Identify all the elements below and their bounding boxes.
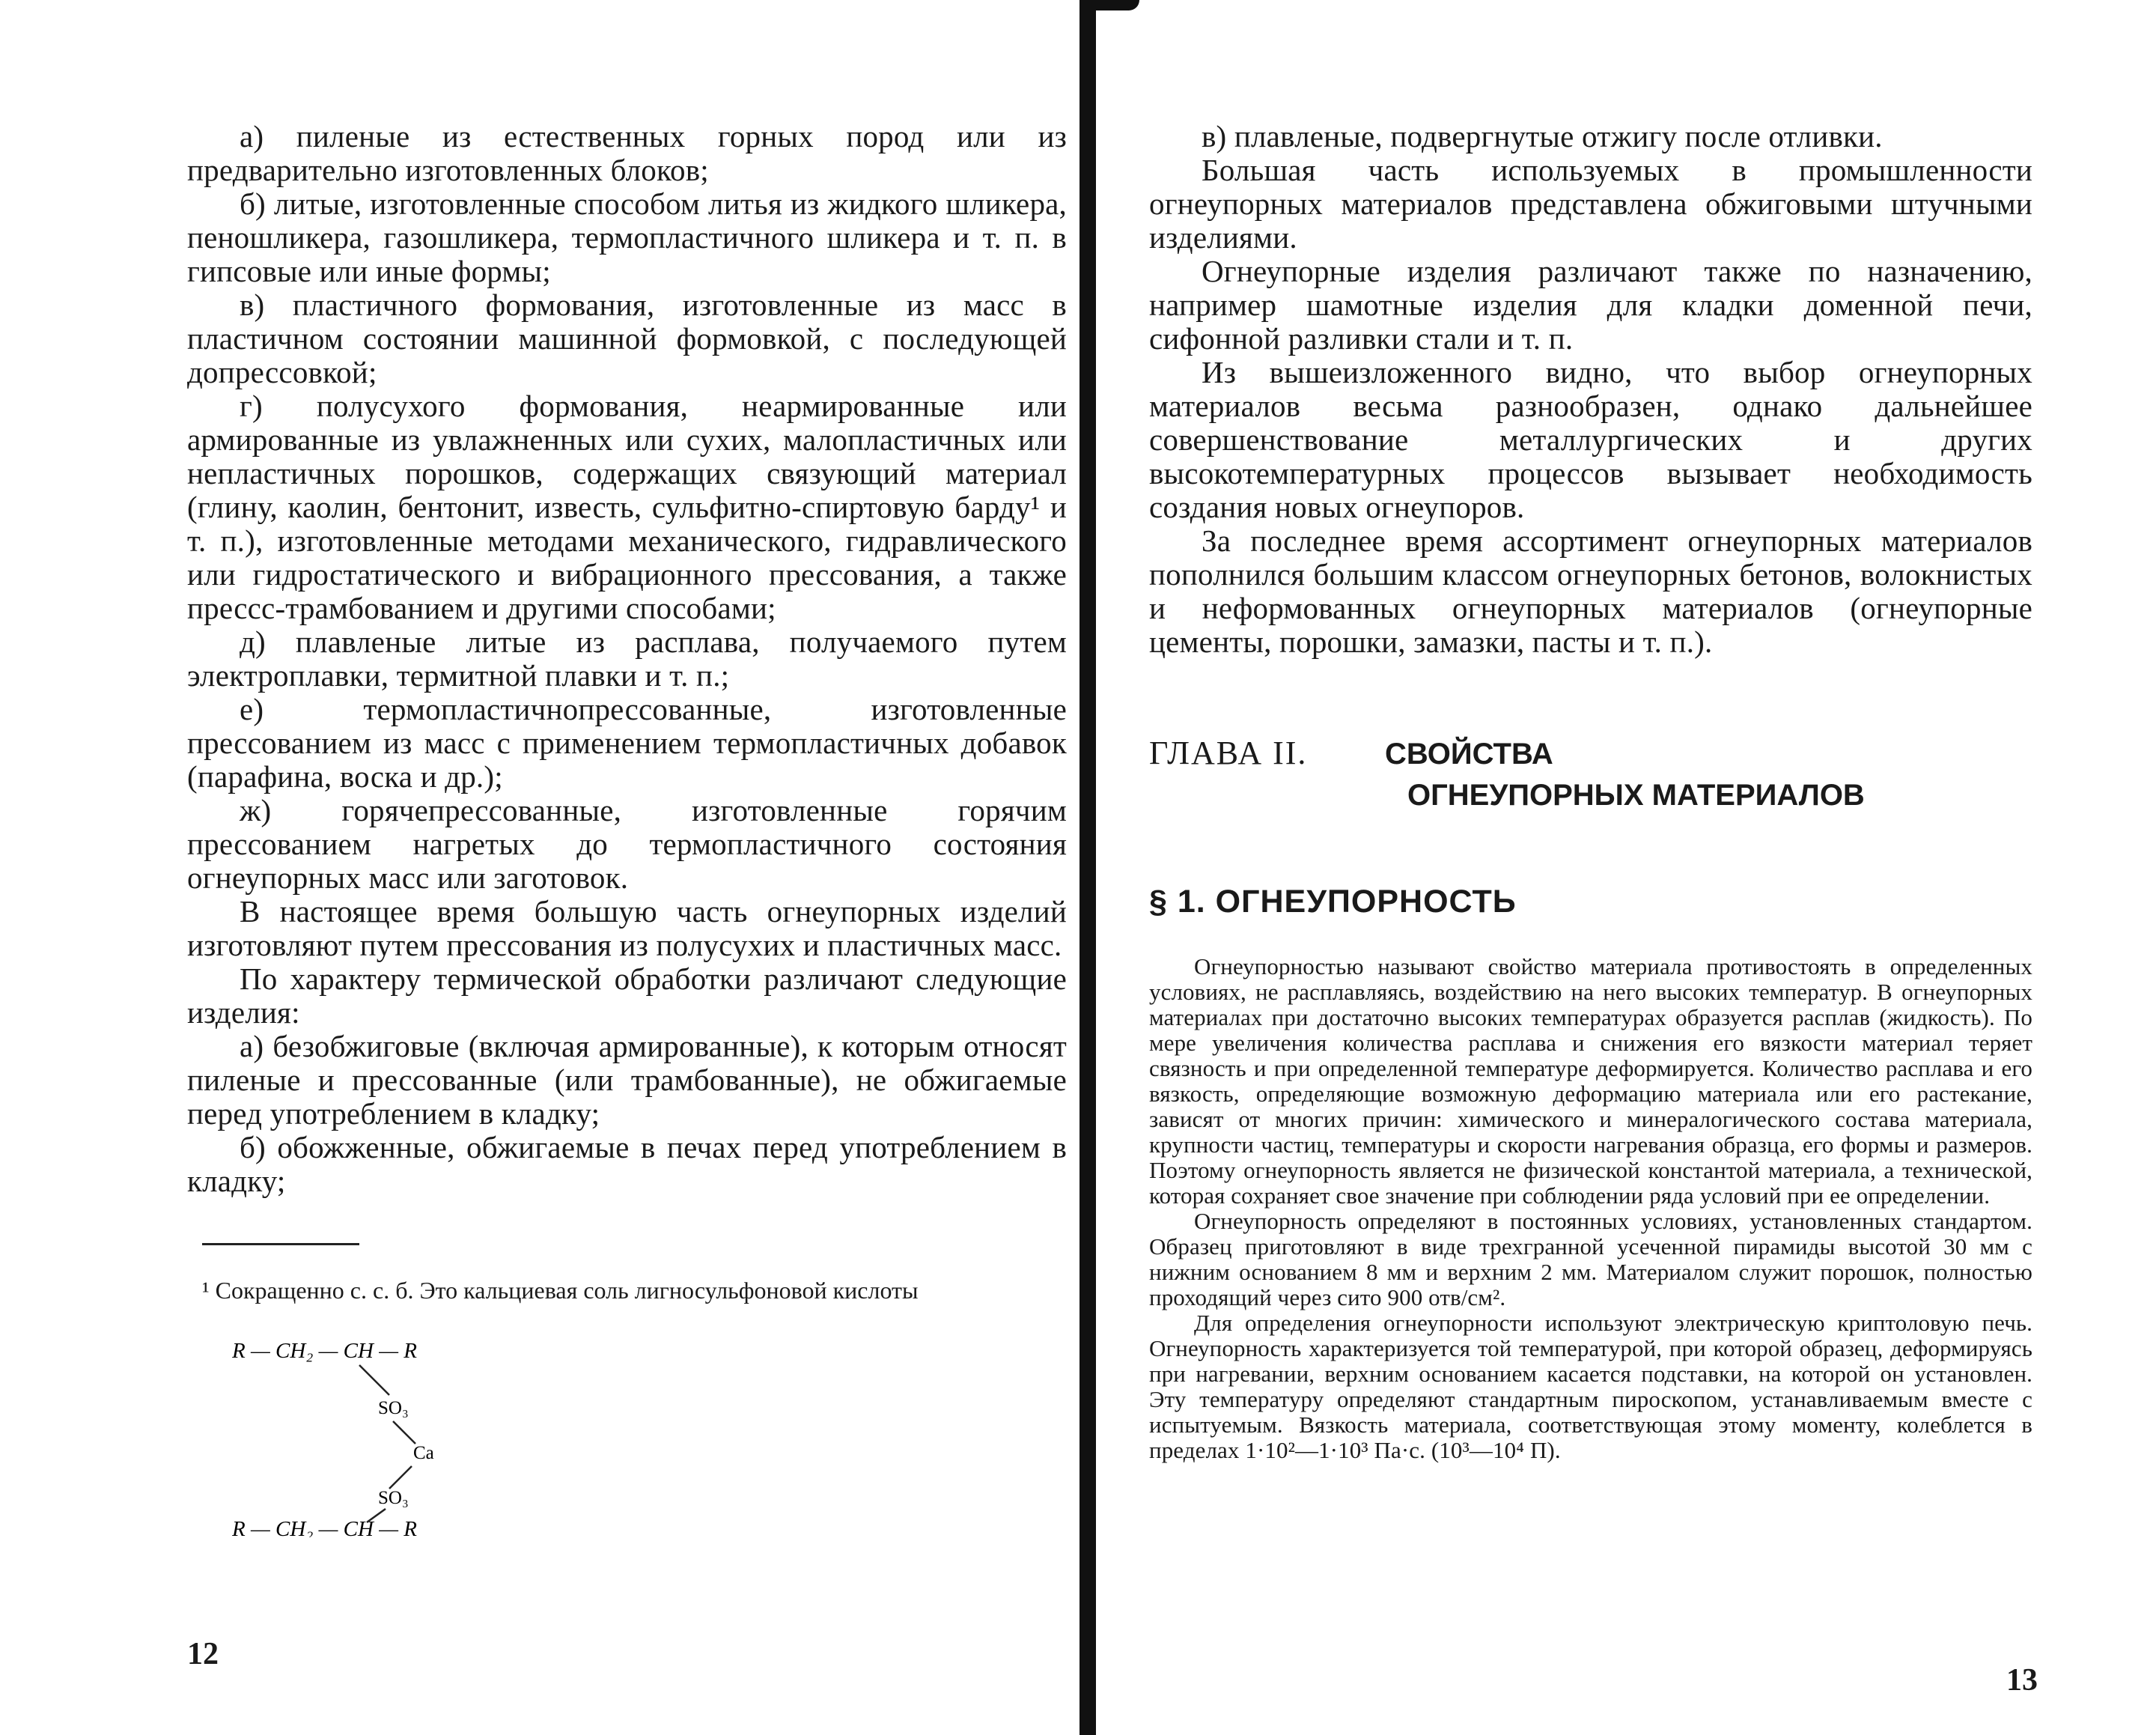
book-gutter bbox=[1079, 0, 1096, 1735]
paragraph: Огнеупорностью называют свойство материала противостоять в определенных условиях, не расплавляясь, воздействию на него высоких температур. В огнеупорных материалах при достаточно высоких температурах образуется расплав (жидкость). По мере увеличения количества расплава и снижения его вязкости материал теряет связность и при определенной температуре деформируется. Количество расплава и его вязкость, определяющие возможную деформацию материала или его растекание, зависят от многих причин: химического и минералогического состава материала, крупности частиц, температуры и скорости нагревания образца, его формы и размеров. Поэтому огнеупорность является не физической константой материала, а технической, которая сохраняет свое значение при соблюдении ряда условий при ее определении. bbox=[1149, 953, 2032, 1209]
paragraph: ж) горячепрессованные, изготовленные горячим прессованием нагретых до термопластичного состояния огнеупорных масс или заготовок. bbox=[187, 793, 1067, 895]
paragraph: За последнее время ассортимент огнеупорных материалов пополнился большим классом огнеупорных бетонов, волокнистых и неформованных огнеупорных материалов (огнеупорные цементы, порошки, замазки, пасты и т. п.). bbox=[1149, 523, 2032, 659]
left-body-text bbox=[187, 120, 1067, 1198]
formula-ca: Ca bbox=[413, 1443, 434, 1463]
paragraph: а) безобжиговые (включая армированные), к которым относят пиленые и прессованные (или трамбованные), не обжигаемые перед употреблением в кладку; bbox=[187, 1029, 1067, 1131]
right-page bbox=[1149, 120, 2032, 1463]
paragraph: Из вышеизложенного видно, что выбор огнеупорных материалов весьма разнообразен, однако дальнейшее совершенствование металлургических и других высокотемпературных процессов вызывает необходимость создания новых огнеупоров. bbox=[1149, 355, 2032, 524]
formula-diagram bbox=[232, 1335, 487, 1537]
chapter-title bbox=[1385, 734, 1954, 816]
page-number-right: 13 bbox=[2006, 1663, 2038, 1698]
paragraph: в) пластичного формования, изготовленные из масс в пластичном состоянии машинной формовкой, с последующей допрессовкой; bbox=[187, 288, 1067, 389]
gutter-shadow bbox=[1079, 0, 1139, 10]
paragraph: в) плавленые, подвергнутые отжигу после отливки. bbox=[1202, 119, 1883, 154]
chapter-title-line: ОГНЕУПОРНЫХ МАТЕРИАЛОВ bbox=[1407, 779, 1865, 812]
bond-line bbox=[389, 1466, 412, 1489]
paragraph: г) полусухого формования, неармированные или армированные из увлажненных или сухих, малопластичных или непластичных порошков, содержащих связующий материал (глину, каолин, бентонит, известь, сульфитно-спиртовую барду¹ и т. п.), изготовленные методами механического, гидравлического или гидростатического и вибрационного прессования, а также прессс-трамбованием и другими способами; bbox=[187, 389, 1067, 625]
chapter-title-line: СВОЙСТВА bbox=[1385, 738, 1553, 771]
paragraph: е) термопластичнопрессованные, изготовленные прессованием из масс с применением термопластичных добавок (парафина, воска и др.); bbox=[187, 692, 1067, 794]
footnote-divider bbox=[202, 1243, 359, 1245]
formula-so3-bottom: SO₃ bbox=[378, 1488, 409, 1508]
paragraph: Для определения огнеупорности используют электрическую криптоловую печь. Огнеупорность характеризуется той температурой, при которой образец, деформируясь при нагревании, верхним основанием касается подставки, на которой он установлен. Эту температуру определяют стандартным пироскопом, устанавливаемым вместе с испытуемым. Вязкость материала, соответствующая этому моменту, колеблется в пределах 1·10²—1·10³ Па·с. (10³—10⁴ П). bbox=[1149, 1310, 2032, 1463]
formula-so3-top: SO₃ bbox=[378, 1398, 409, 1418]
page-number-left: 12 bbox=[187, 1637, 219, 1671]
paragraph: Огнеупорные изделия различают также по назначению, например шамотные изделия для кладки доменной печи, сифонной разливки стали и т. п. bbox=[1149, 254, 2032, 356]
left-page bbox=[187, 120, 1067, 1541]
section-heading: § 1. ОГНЕУПОРНОСТЬ bbox=[1149, 884, 1517, 920]
bond-line bbox=[393, 1421, 415, 1444]
paragraph: В настоящее время большую часть огнеупорных изделий изготовляют путем прессования из полусухих и пластичных масс. bbox=[187, 894, 1067, 962]
paragraph: Большая часть используемых в промышленности огнеупорных материалов представлена обжиговыми штучными изделиями. bbox=[1149, 153, 2032, 255]
formula-line-bottom: R — CH₂ — CH — R bbox=[232, 1517, 417, 1537]
right-body-text bbox=[1149, 120, 2032, 659]
paragraph: б) литые, изготовленные способом литья из жидкого шликера, пеношликера, газошликера, термопластичного шликера и т. п. в гипсовые или иные формы; bbox=[187, 186, 1067, 288]
paragraph: а) пиленые из естественных горных пород или из предварительно изготовленных блоков; bbox=[187, 119, 1067, 187]
bond-line bbox=[359, 1365, 389, 1395]
section-body bbox=[1149, 954, 2032, 1463]
paragraph: б) обожженные, обжигаемые в печах перед употреблением в кладку; bbox=[187, 1130, 1067, 1198]
chapter-heading bbox=[1149, 734, 2032, 831]
paragraph: д) плавленые литые из расплава, получаемого путем электроплавки, термитной плавки и т. п.; bbox=[187, 625, 1067, 693]
footnote: ¹ Сокращенно с. с. б. Это кальциевая соль лигносульфоновой кислоты bbox=[202, 1277, 919, 1304]
paragraph: По характеру термической обработки различают следующие изделия: bbox=[187, 961, 1067, 1030]
chemical-formula bbox=[232, 1335, 1067, 1541]
formula-line-top: R — CH₂ — CH — R bbox=[232, 1339, 417, 1363]
chapter-label: ГЛАВА II. bbox=[1149, 735, 1308, 771]
paragraph: Огнеупорность определяют в постоянных условиях, установленных стандартом. Образец приготовляют в виде трехгранной усеченной пирамиды высотой 30 мм с нижним основанием 8 мм и верхним 2 мм. Материалом служит порошок, полностью проходящий через сито 900 отв/см². bbox=[1149, 1208, 2032, 1310]
